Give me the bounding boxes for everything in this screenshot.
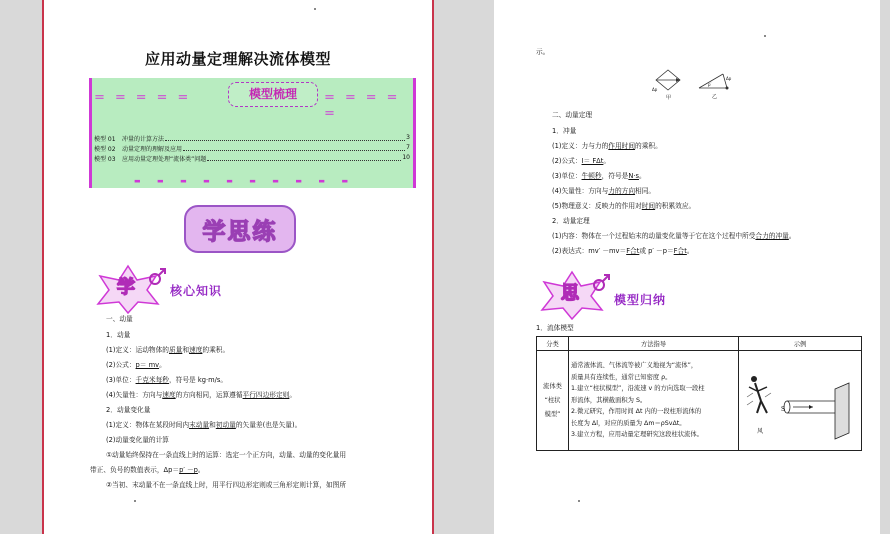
impulse-meaning: (5)物理意义：反映力的作用对时间的积累效应。 xyxy=(552,202,696,210)
star-char-si: 思 xyxy=(561,283,579,304)
section-momentum: 一、动量 xyxy=(106,315,133,323)
left-page xyxy=(42,0,434,534)
theorem-expression: (2)表达式：mv′ －mv＝F合t或 p′ －p＝F合t。 xyxy=(552,247,694,255)
male-symbol-icon xyxy=(592,272,612,292)
header-method: 方法指导 xyxy=(569,337,739,351)
table-header-row xyxy=(537,337,862,351)
header-category: 分类 xyxy=(537,337,569,351)
right-page xyxy=(494,0,880,534)
momentum-change-definition: (1)定义：物体在某段时间内末动量和初动量的矢量差(也是矢量)。 xyxy=(106,421,302,429)
document-title: 应用动量定理解决流体模型 xyxy=(144,50,331,68)
fig-label-b: 乙 xyxy=(712,94,718,100)
fig-dp2-label: Δp xyxy=(726,76,732,81)
fig-p2-label: p′ xyxy=(708,82,712,87)
toc-stripes-left: ＝ ＝ ＝ ＝ ＝ xyxy=(94,91,192,104)
momentum-definition: (1)定义：运动物体的质量和速度的乘积。 xyxy=(106,346,230,354)
person-in-wind-icon xyxy=(747,376,771,413)
page-corner-mark xyxy=(314,8,316,10)
toc-box xyxy=(89,78,416,188)
page-corner-mark xyxy=(134,500,136,502)
momentum-vector: (4)矢量性：方向与速度的方向相同，运算遵循平行四边形定则。 xyxy=(106,391,297,399)
impulse-formula: (2)公式：I＝ FΔt。 xyxy=(552,157,611,165)
impulse-definition: (1)定义：力与力的作用时间的乘积。 xyxy=(552,142,662,150)
table-row xyxy=(537,351,862,451)
impulse-unit: (3)单位：牛顿秒，符号是N·s。 xyxy=(552,172,646,180)
impulse-vector: (4)矢量性：方向与力的方向相同。 xyxy=(552,187,656,195)
fluid-cylinder-icon xyxy=(784,383,849,439)
momentum-unit: (3)单位：千克米每秒，符号是 kg·m/s。 xyxy=(106,376,228,384)
theorem-content: (1)内容：物体在一个过程始末的动量变化量等于它在这个过程中所受合力的冲量。 xyxy=(552,232,796,240)
momentum-formula: (2)公式：p＝ mv。 xyxy=(106,361,166,369)
fluid-model-table xyxy=(536,336,862,451)
calc-rule-2: ②当初、末动量不在一条直线上时，用平行四边形定则或三角形定则计算，如图所 xyxy=(106,481,347,489)
example-s-label: S xyxy=(781,406,786,413)
toc-stripes-right: ＝ ＝ ＝ ＝ ＝ xyxy=(324,91,401,120)
momentum-change-calc: (2)动量变化量的计算 xyxy=(106,436,169,444)
subsection-impulse: 1．冲量 xyxy=(552,127,577,135)
page-corner-mark xyxy=(764,35,766,37)
calc-rule-1: ①动量始终保持在一条直线上时的运算：选定一个正方向，动量、动量的变化量用 xyxy=(106,451,347,459)
core-knowledge-heading: 核心知识 xyxy=(170,284,223,298)
toc-item[interactable]: 模型 03 应用动量定理处理“流体类”问题 10 xyxy=(94,154,410,163)
fluid-column-illustration xyxy=(741,353,861,449)
model-summary-heading: 模型归纳 xyxy=(614,293,667,307)
continued-text: 示。 xyxy=(536,48,550,56)
table-caption: 1．流体模型 xyxy=(536,324,574,332)
subsection-momentum-change: 2．动量变化量 xyxy=(106,406,151,414)
star-char-xue: 学 xyxy=(117,277,135,298)
section-theorem: 二、动量定理 xyxy=(552,111,593,119)
example-cell xyxy=(739,351,862,451)
method-cell: 通常液体流、气体流等被广义地视为“流体”， 质量具有连续性，通常已知密度 ρ。 1.建立“柱状模型”，沿流速 v 的方向选取一段柱 形流体，其横截面积为 S。 2.微元研究，作用时间 Δt 内的一段柱形流体的 长度为 Δl，对应的质量为 Δm＝ρSvΔt。 3.建立方程，应用动量定理研究这段柱状流体。 xyxy=(569,351,739,451)
toc-bottom-stripes: ▬ ▬ ▬ ▬ ▬ ▬ ▬ ▬ ▬ ▬ xyxy=(134,177,356,185)
calc-rule-1-cont: 带正、负号的数值表示，Δp＝p′ －p。 xyxy=(90,466,205,474)
header-example: 示例 xyxy=(739,337,862,351)
male-symbol-icon xyxy=(148,266,168,286)
category-cell: 流体类 “柱状 模型” xyxy=(537,351,569,451)
example-wind-label: 风 xyxy=(757,428,764,435)
toc-heading: 模型梳理 xyxy=(228,82,318,107)
toc-item[interactable]: 模型 02 动量定理的理解及应用 7 xyxy=(94,144,410,153)
page-corner-mark xyxy=(578,500,580,502)
fig-label-a: 甲 xyxy=(666,95,672,101)
subsection-momentum: 1．动量 xyxy=(106,331,131,339)
xue-si-lian-badge: 学思练 xyxy=(184,205,296,253)
toc-item[interactable]: 模型 01 冲量的计算方法 3 xyxy=(94,134,410,143)
subsection-theorem: 2．动量定理 xyxy=(552,217,590,225)
fig-dp-label: Δp xyxy=(652,87,658,92)
